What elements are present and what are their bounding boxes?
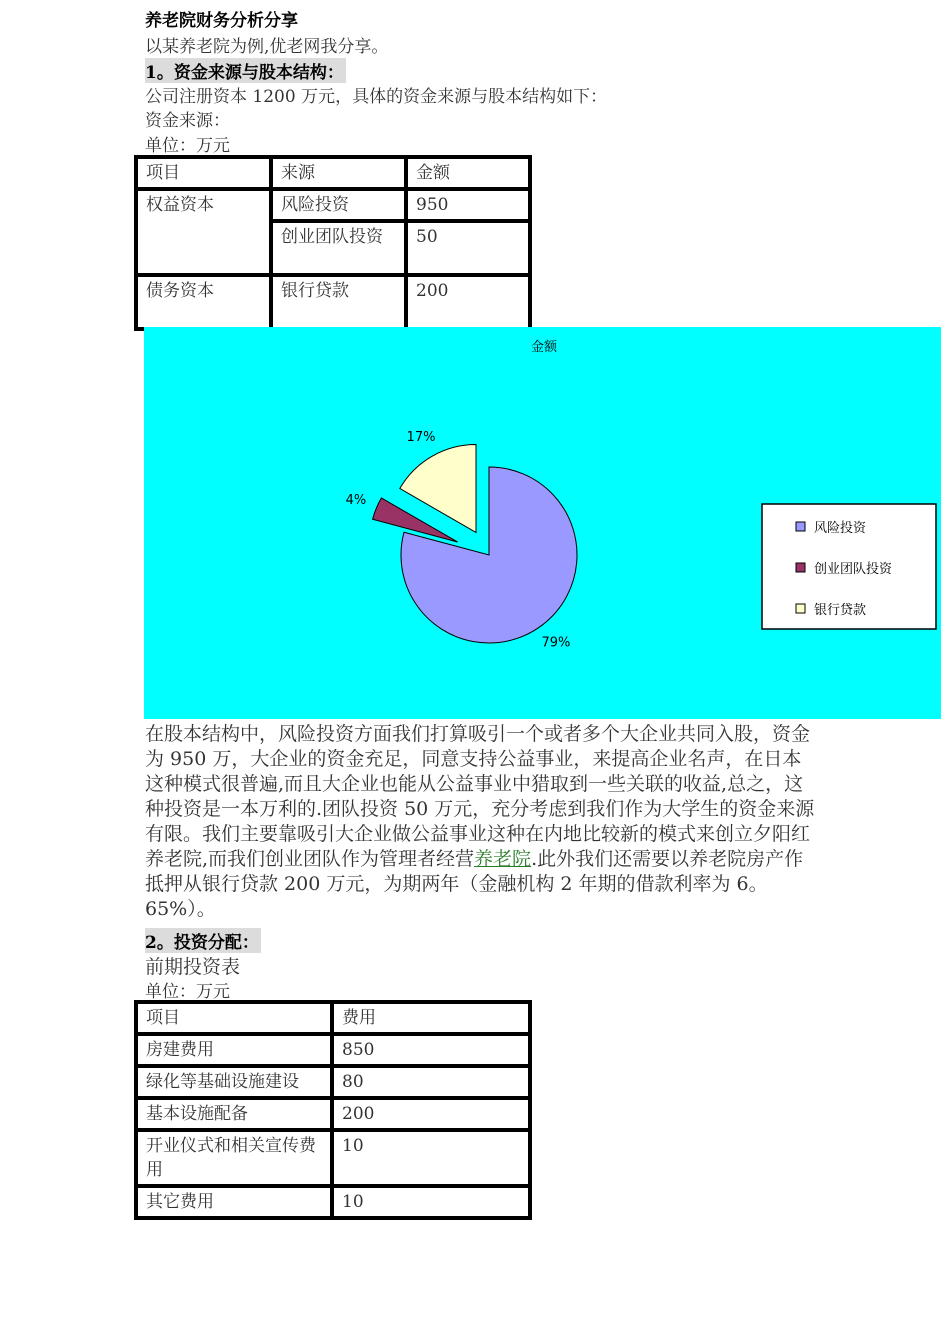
pie-percent-label: 17% <box>406 430 436 446</box>
section2-line1: 前期投资表 <box>145 956 241 978</box>
paragraph-text-after: .此外我们还需要以养老院房产作抵押从银行贷款 200 万元，为期两年（金融机构 2 年期的借款利率为 6。65%）。 <box>145 848 804 920</box>
chart-legend <box>762 504 936 629</box>
table2-cell: 基本设施配备 <box>136 1098 332 1130</box>
pie-percent-label: 4% <box>345 492 367 508</box>
intro-line: 以某养老院为例,优老网我分享。 <box>145 37 389 57</box>
table2-cell: 绿化等基础设施建设 <box>136 1066 332 1098</box>
legend-swatch <box>796 563 805 572</box>
legend-swatch <box>796 604 805 613</box>
legend-swatch <box>796 522 805 531</box>
section2-unit: 单位：万元 <box>145 982 230 1002</box>
pie-slices <box>373 444 577 643</box>
table1-header-source: 来源 <box>271 157 406 189</box>
document-title: 养老院财务分析分享 <box>145 11 298 31</box>
investment-table <box>134 1000 532 1220</box>
legend-label: 银行贷款 <box>814 603 867 618</box>
table1-cell: 950 <box>406 189 530 221</box>
table2-cell: 10 <box>332 1130 530 1186</box>
table1-header-amount: 金额 <box>406 157 530 189</box>
funding-source-table <box>134 155 532 331</box>
table1-cell: 风险投资 <box>271 189 406 221</box>
section1-heading: 1。资金来源与股本结构： <box>145 58 346 83</box>
table2-cell: 房建费用 <box>136 1034 332 1066</box>
table1-cell: 50 <box>406 221 530 275</box>
table2-cell: 850 <box>332 1034 530 1066</box>
table1-group-equity: 权益资本 <box>136 189 271 275</box>
chart-title: 金额 <box>530 340 558 355</box>
funding-pie-chart <box>144 327 941 719</box>
table1-cell: 200 <box>406 275 530 329</box>
table1-cell: 银行贷款 <box>271 275 406 329</box>
table2-cell: 80 <box>332 1066 530 1098</box>
legend-label: 风险投资 <box>814 521 867 536</box>
section1-unit: 单位：万元 <box>145 136 230 156</box>
nursing-home-link[interactable]: 养老院 <box>474 848 532 870</box>
pie-percent-label: 79% <box>541 635 571 651</box>
table1-cell: 创业团队投资 <box>271 221 406 275</box>
paragraph-text: 在股本结构中，风险投资方面我们打算吸引一个或者多个大企业共同入股，资金为 950 万，大企业的资金充足，同意支持公益事业，来提高企业名声，在日本这种模式很普遍,而且大企业也能从公益事业中猎取到一些关联的收益,总之，这种投资是一本万利的.团队投资 50 万元，充分考虑到我们作为大学生的资金来源有限。我们主要靠吸引大企业做公益事业这种在内地比较新的模式来创立夕阳红养老院,而我们创业团队作为管理者经营 <box>145 723 815 870</box>
table1-header-item: 项目 <box>136 157 271 189</box>
table2-cell: 其它费用 <box>136 1186 332 1218</box>
table2-cell: 200 <box>332 1098 530 1130</box>
section2-heading: 2。投资分配： <box>145 928 261 953</box>
equity-structure-paragraph <box>145 722 815 922</box>
pie-chart-svg <box>144 327 941 719</box>
table2-cell: 开业仪式和相关宣传费用 <box>136 1130 332 1186</box>
table2-header-cost: 费用 <box>332 1002 530 1034</box>
legend-label: 创业团队投资 <box>814 562 893 577</box>
table2-header-item: 项目 <box>136 1002 332 1034</box>
table2-cell: 10 <box>332 1186 530 1218</box>
section1-line2: 资金来源： <box>145 111 230 131</box>
table1-group-debt: 债务资本 <box>136 275 271 329</box>
section1-line1: 公司注册资本 1200 万元，具体的资金来源与股本结构如下： <box>145 87 608 107</box>
